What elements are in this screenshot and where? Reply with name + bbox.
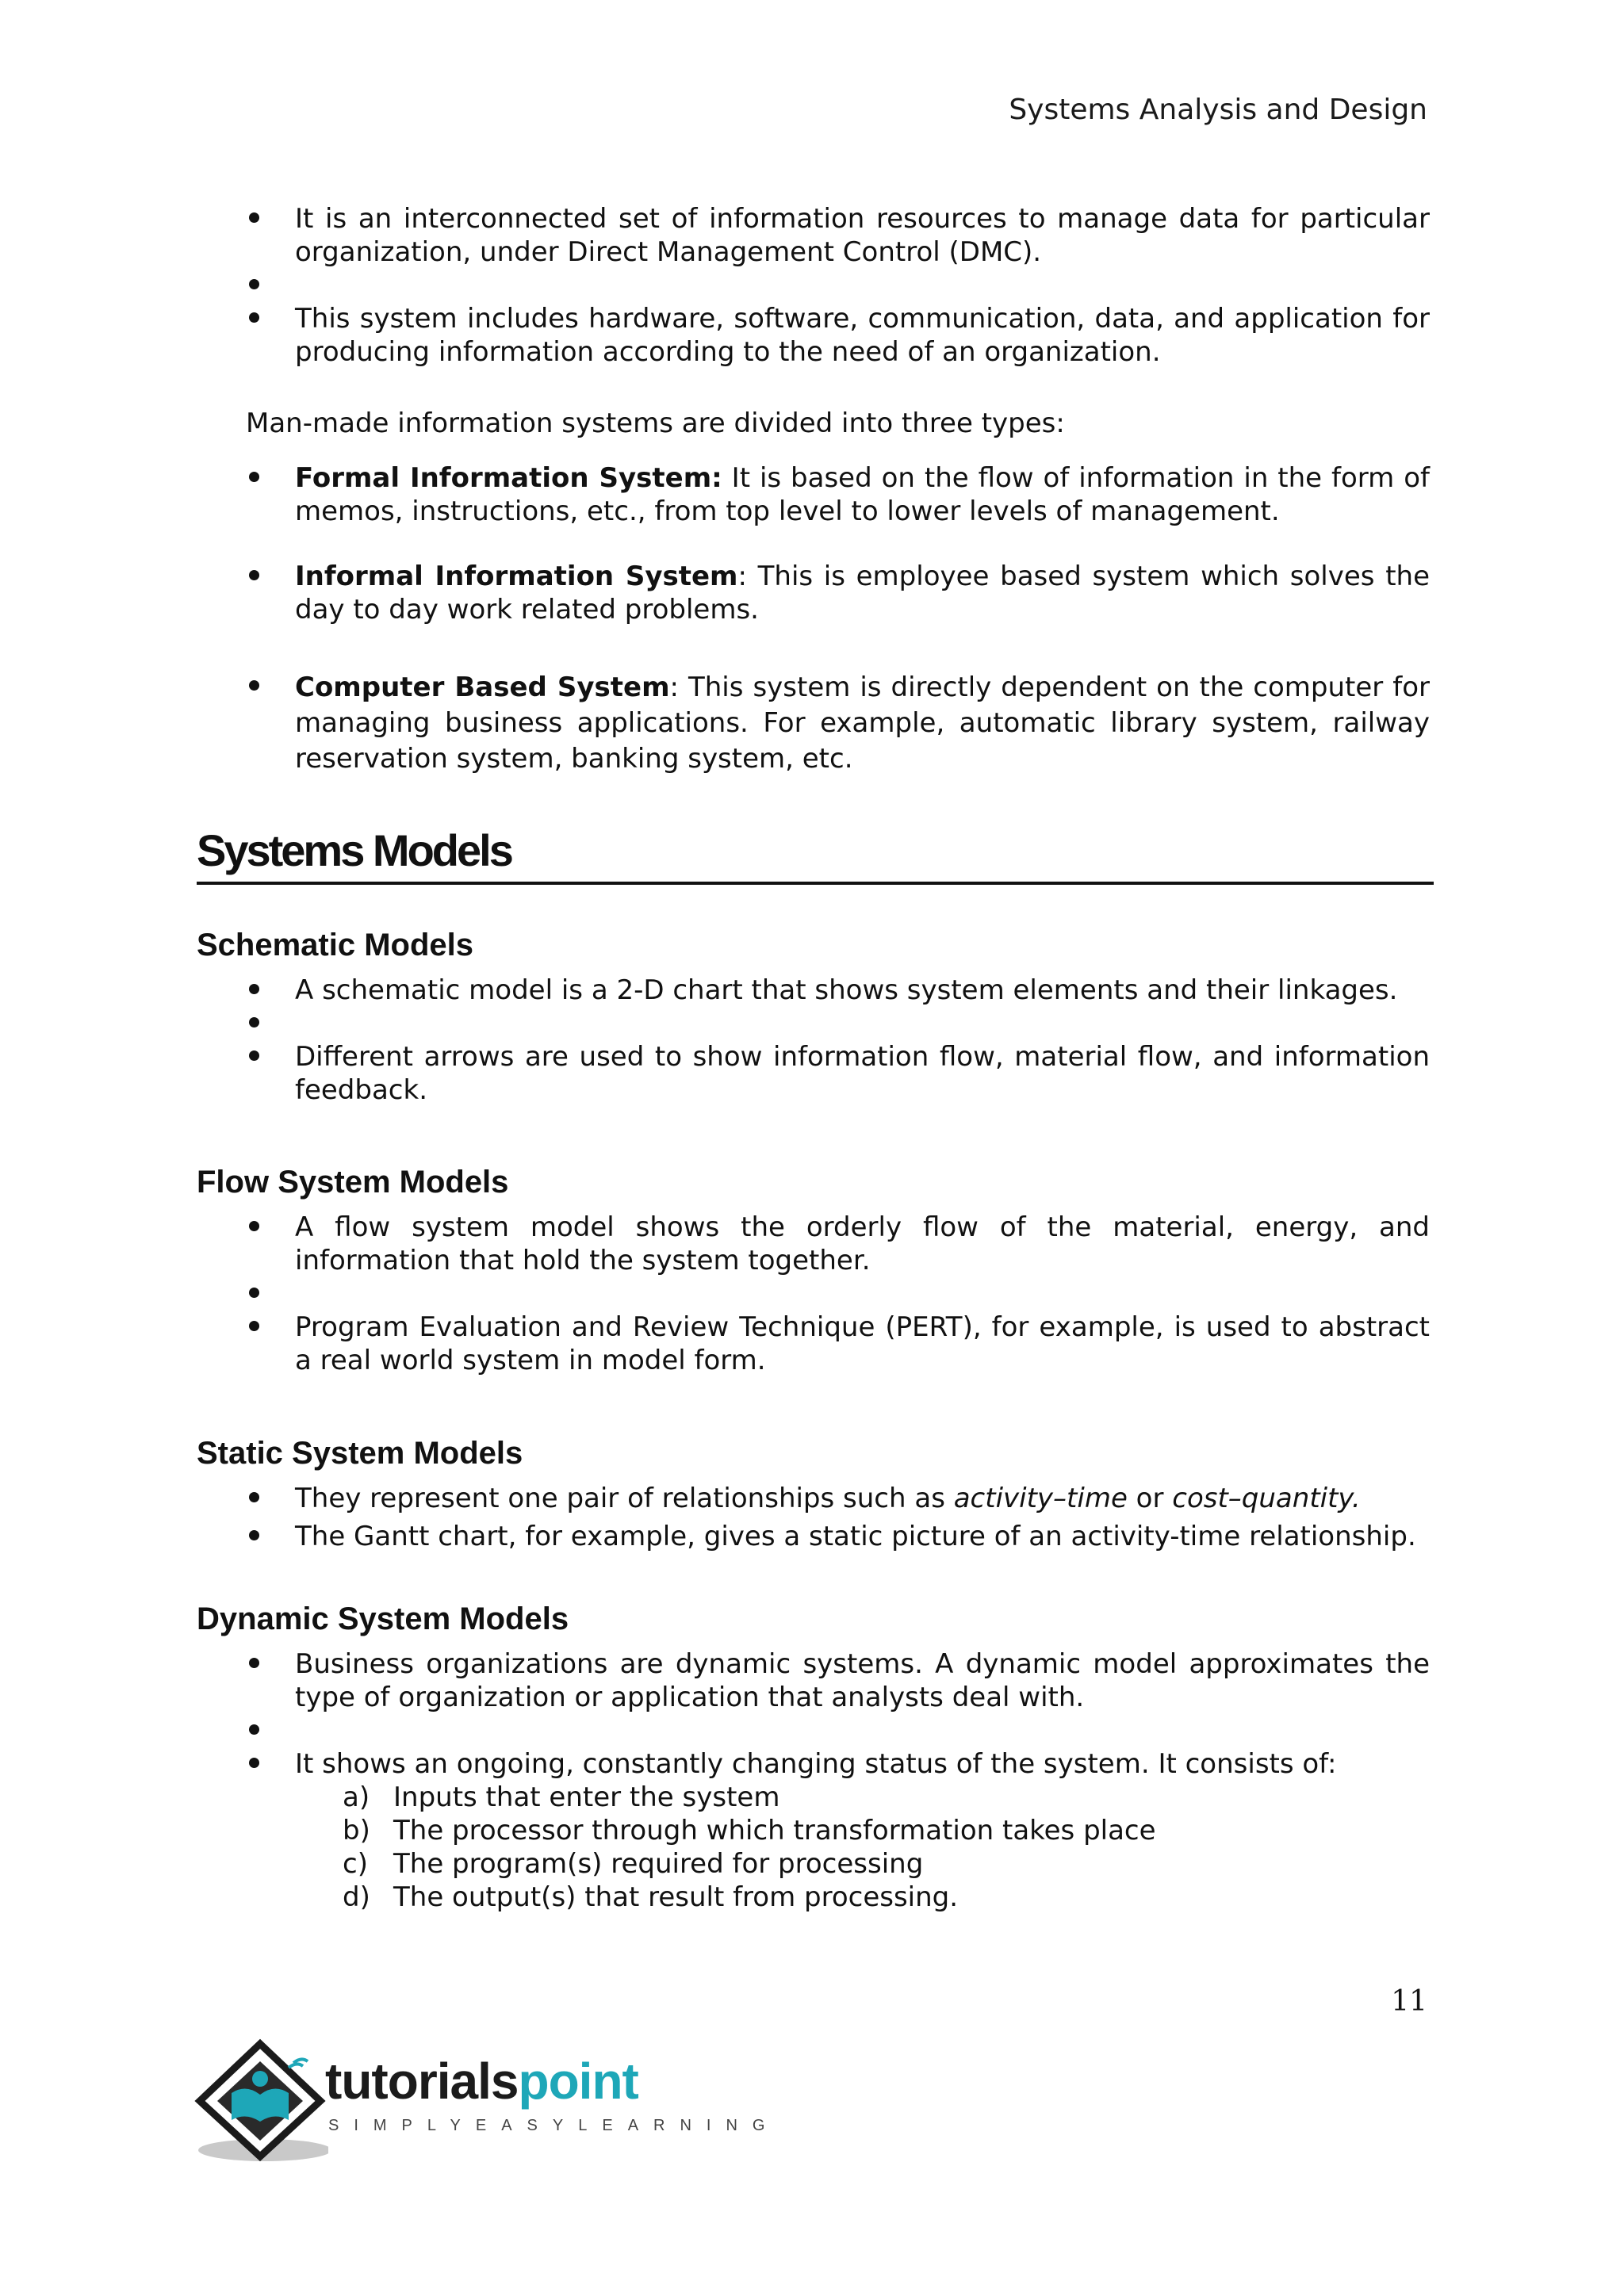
list-item: The Gantt chart, for example, gives a static picture of an activity-time relationship.	[197, 1520, 1430, 1553]
sub-list-item	[197, 1781, 1430, 1814]
emphasis: cost–quantity.	[1172, 1483, 1361, 1514]
item-letter: b)	[343, 1815, 370, 1846]
list-item	[197, 461, 1430, 528]
dynamic-section	[197, 1600, 1430, 1914]
flow-section	[197, 1163, 1430, 1377]
list-item: It shows an ongoing, constantly changing status of the system. It consists of:	[197, 1747, 1430, 1781]
logo-word-a: tutorials	[325, 2053, 519, 2110]
types-list-2	[197, 560, 1430, 626]
empty-list-item	[197, 1714, 1430, 1747]
item-letter: a)	[343, 1781, 370, 1813]
term: Computer Based System	[295, 672, 670, 703]
item-text: Inputs that enter the system	[393, 1781, 780, 1813]
logo-word-b: point	[518, 2053, 638, 2110]
types-list	[197, 461, 1430, 528]
sub-list-item	[197, 1881, 1430, 1914]
logo-wordmark	[325, 2052, 638, 2110]
term: Informal Information System	[295, 561, 738, 592]
definition: : This is employee based system which solves the day to day work related problems.	[295, 561, 1430, 626]
logo-emblem-icon	[193, 2038, 328, 2164]
logo-tagline: SIMPLYEASYLEARNING	[328, 2117, 780, 2134]
section-heading: Systems Models	[197, 825, 1434, 885]
static-section	[197, 1434, 1430, 1553]
tutorialspoint-logo	[193, 2038, 780, 2164]
list-item: This system includes hardware, software, communication, data, and application for producing information according to the need of an organization.	[197, 302, 1430, 369]
list-item	[197, 670, 1430, 777]
types-intro: Man-made information systems are divided into three types:	[246, 408, 1065, 439]
list-item: Business organizations are dynamic systems. A dynamic model approximates the type of organization or application that analysts deal with.	[197, 1647, 1430, 1714]
term: Formal Information System:	[295, 462, 722, 494]
empty-list-item	[197, 1277, 1430, 1311]
schematic-section	[197, 926, 1430, 1107]
item-letter: c)	[343, 1848, 368, 1880]
subsection-heading: Schematic Models	[197, 928, 474, 962]
page-number: 11	[1391, 1985, 1427, 2018]
list-item	[197, 1482, 1430, 1515]
intro-bullets	[197, 202, 1430, 369]
item-letter: d)	[343, 1881, 370, 1913]
types-intro-block	[197, 407, 1430, 440]
sub-list-item	[197, 1814, 1430, 1847]
list-item: A flow system model shows the orderly flow of the material, energy, and information that hold the system together.	[197, 1211, 1430, 1277]
list-item: Different arrows are used to show information flow, material flow, and information feedback.	[197, 1040, 1430, 1107]
subsection-heading: Dynamic System Models	[197, 1601, 569, 1636]
definition: : This system is directly dependent on the computer for managing business applications. For example, automatic library system, railway reservation system, banking system, etc.	[295, 672, 1431, 775]
emphasis: activity–time	[953, 1483, 1128, 1514]
list-item: It is an interconnected set of information resources to manage data for particular organization, under Direct Management Control (DMC).	[197, 202, 1430, 269]
list-item	[197, 560, 1430, 626]
item-text: The output(s) that result from processing.	[393, 1881, 959, 1913]
types-list-3	[197, 670, 1430, 777]
item-text: The processor through which transformation takes place	[393, 1815, 1156, 1846]
text: or	[1127, 1483, 1173, 1514]
definition: It is based on the flow of information in the form of memos, instructions, etc., from top level to lower levels of management.	[295, 462, 1430, 527]
empty-list-item	[197, 269, 1430, 302]
list-item: Program Evaluation and Review Technique (PERT), for example, is used to abstract a real world system in model form.	[197, 1311, 1430, 1377]
item-text: The program(s) required for processing	[393, 1848, 924, 1880]
running-header: Systems Analysis and Design	[1009, 94, 1427, 126]
text: They represent one pair of relationships such as	[295, 1483, 954, 1514]
subsection-heading: Flow System Models	[197, 1165, 509, 1200]
list-item: A schematic model is a 2-D chart that shows system elements and their linkages.	[197, 974, 1430, 1007]
empty-list-item	[197, 1007, 1430, 1040]
sub-list-item	[197, 1847, 1430, 1881]
subsection-heading: Static System Models	[197, 1436, 523, 1471]
